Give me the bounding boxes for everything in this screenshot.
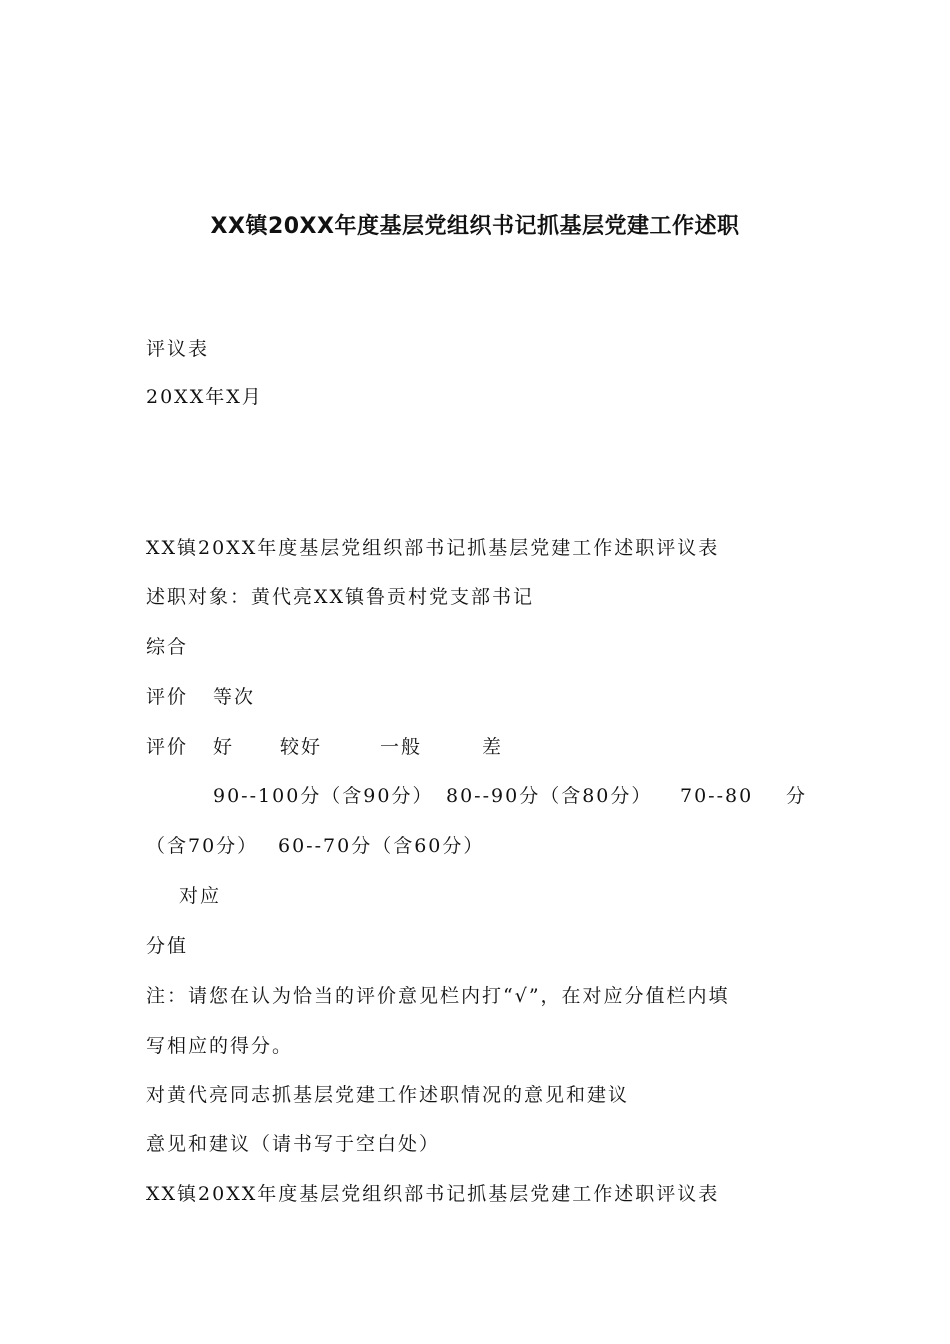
score-range-3a: 70--80 xyxy=(680,785,754,807)
label-duiying: 对应 xyxy=(179,885,222,907)
label-dengci: 等次 xyxy=(213,686,256,708)
label-pingjia-1: 评价 xyxy=(146,686,189,708)
label-fenzhi: 分值 xyxy=(146,935,189,957)
grade-average: 一般 xyxy=(380,736,423,758)
note-line-2: 写相应的得分。 xyxy=(146,1035,294,1057)
document-title: XX镇20XX年度基层党组织书记抓基层党建工作述职 xyxy=(210,214,740,239)
note-line-1: 注：请您在认为恰当的评价意见栏内打“√”，在对应分值栏内填 xyxy=(146,985,730,1007)
score-range-2: 80--90分（含80分） xyxy=(446,785,653,807)
opinion-heading: 对黄代亮同志抓基层党建工作述职情况的意见和建议 xyxy=(146,1084,630,1106)
grade-poor: 差 xyxy=(482,736,504,758)
date-line: 20XX年X月 xyxy=(146,386,263,408)
score-range-3c: （含70分） xyxy=(146,835,259,857)
subject-line: 述职对象：黄代亮XX镇鲁贡村党支部书记 xyxy=(146,586,535,608)
score-range-1: 90--100分（含90分） xyxy=(213,785,434,807)
opinion-field-label: 意见和建议（请书写于空白处） xyxy=(146,1133,441,1155)
subtitle: 评议表 xyxy=(146,338,210,360)
grade-good: 好 xyxy=(213,736,235,758)
score-range-4: 60--70分（含60分） xyxy=(278,835,485,857)
form-title: XX镇20XX年度基层党组织部书记抓基层党建工作述职评议表 xyxy=(146,537,720,559)
grade-fair: 较好 xyxy=(280,736,323,758)
form-title-repeat: XX镇20XX年度基层党组织部书记抓基层党建工作述职评议表 xyxy=(146,1183,720,1205)
label-zonghe: 综合 xyxy=(146,636,189,658)
score-range-3b: 分 xyxy=(786,785,808,807)
label-pingjia-2: 评价 xyxy=(146,736,189,758)
